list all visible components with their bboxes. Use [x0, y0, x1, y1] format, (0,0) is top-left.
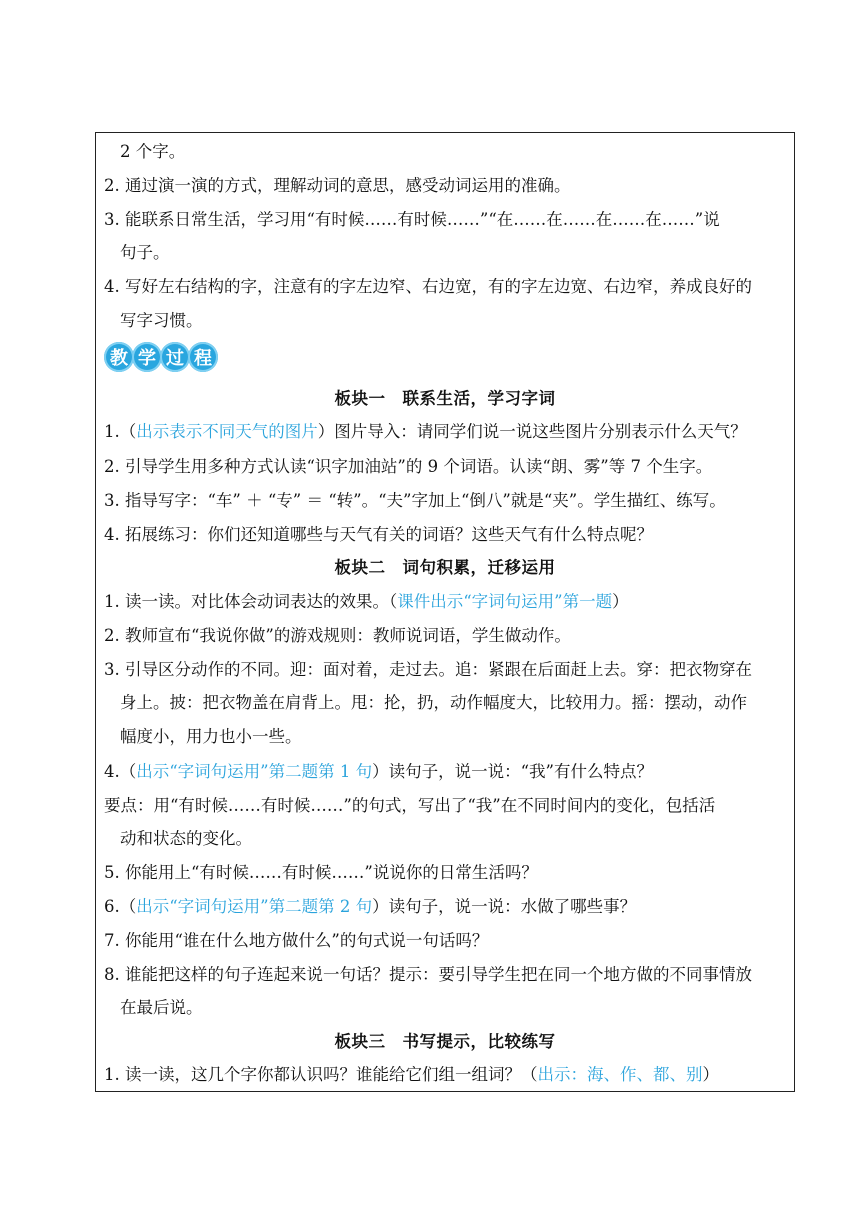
section-3-title: 板块三 书写提示，比较练写 [334, 1032, 556, 1051]
s2-key-point-line-1: 要点：用“有时候……有时候……”的句式，写出了“我”在不同时间内的变化，包括活 [104, 796, 716, 815]
s3-item-1: 1. 读一读，这几个字你都认识吗？谁能给它们组一组词？（出示：海、作、都、别） [104, 1065, 719, 1084]
s2-key-point-line-2: 动和状态的变化。 [120, 829, 252, 848]
goal-3-line-1: 3. 能联系日常生活，学习用“有时候……有时候……”“在……在……在……在……”说 [104, 210, 720, 229]
section-1-title: 板块一 联系生活，学习字词 [334, 389, 556, 408]
s2-item-1: 1. 读一读。对比体会动词表达的效果。（课件出示“字词句运用”第一题） [104, 592, 629, 611]
goal-4-line-2: 写字习惯。 [120, 311, 203, 330]
goal-1-continuation: 2 个字。 [120, 142, 186, 161]
s2-item-2: 2. 教师宣布“我说你做”的游戏规则：教师说词语，学生做动作。 [104, 626, 571, 645]
s2-item-4: 4.（出示“字词句运用”第二题第 1 句）读句子，说一说：“我”有什么特点？ [104, 762, 653, 781]
teaching-process-badge [104, 342, 216, 372]
goal-4-line-1: 4. 写好左右结构的字，注意有的字左边窄、右边宽，有的字左边宽、右边窄，养成良好的 [104, 277, 752, 296]
s2-item-8-line-2: 在最后说。 [120, 998, 203, 1017]
s1-item-4: 4. 拓展练习：你们还知道哪些与天气有关的词语？这些天气有什么特点呢？ [104, 525, 653, 544]
s2-item-8-line-1: 8. 谁能把这样的句子连起来说一句话？提示：要引导学生把在同一个地方做的不同事情放 [104, 965, 752, 984]
badge-char: 教 [104, 342, 134, 372]
s2-item-7: 7. 你能用“谁在什么地方做什么”的句式说一句话吗？ [104, 931, 489, 950]
goal-3-line-2: 句子。 [120, 243, 170, 262]
s1-item-2: 2. 引导学生用多种方式认读“识字加油站”的 9 个词语。认读“朗、雾”等 7 个生字。 [104, 457, 713, 476]
section-2-title: 板块二 词句积累，迁移运用 [334, 558, 556, 577]
s2-item-3-line-1: 3. 引导区分动作的不同。迎：面对着，走过去。追：紧跟在后面赶上去。穿：把衣物穿在 [104, 660, 752, 679]
badge-char: 过 [160, 342, 190, 372]
s1-item-3: 3. 指导写字：“车” ＋ “专” ＝ “转”。“夫”字加上“倒八”就是“夹”。学生描红、练写。 [104, 491, 726, 510]
s2-item-3-line-3: 幅度小，用力也小一些。 [120, 727, 302, 746]
goal-2: 2. 通过演一演的方式，理解动词的意思，感受动词运用的准确。 [104, 176, 571, 195]
s2-item-5: 5. 你能用上“有时候……有时候……”说说你的日常生活吗？ [104, 863, 538, 882]
badge-char: 程 [188, 342, 218, 372]
s2-item-6: 6.（出示“字词句运用”第二题第 2 句）读句子，说一说：水做了哪些事？ [104, 897, 637, 916]
s1-item-1: 1.（出示表示不同天气的图片）图片导入：请同学们说一说这些图片分别表示什么天气？ [104, 422, 747, 441]
s2-item-3-line-2: 身上。披：把衣物盖在肩背上。甩：抡，扔，动作幅度大，比较用力。摇：摆动，动作 [120, 693, 747, 712]
badge-char: 学 [132, 342, 162, 372]
